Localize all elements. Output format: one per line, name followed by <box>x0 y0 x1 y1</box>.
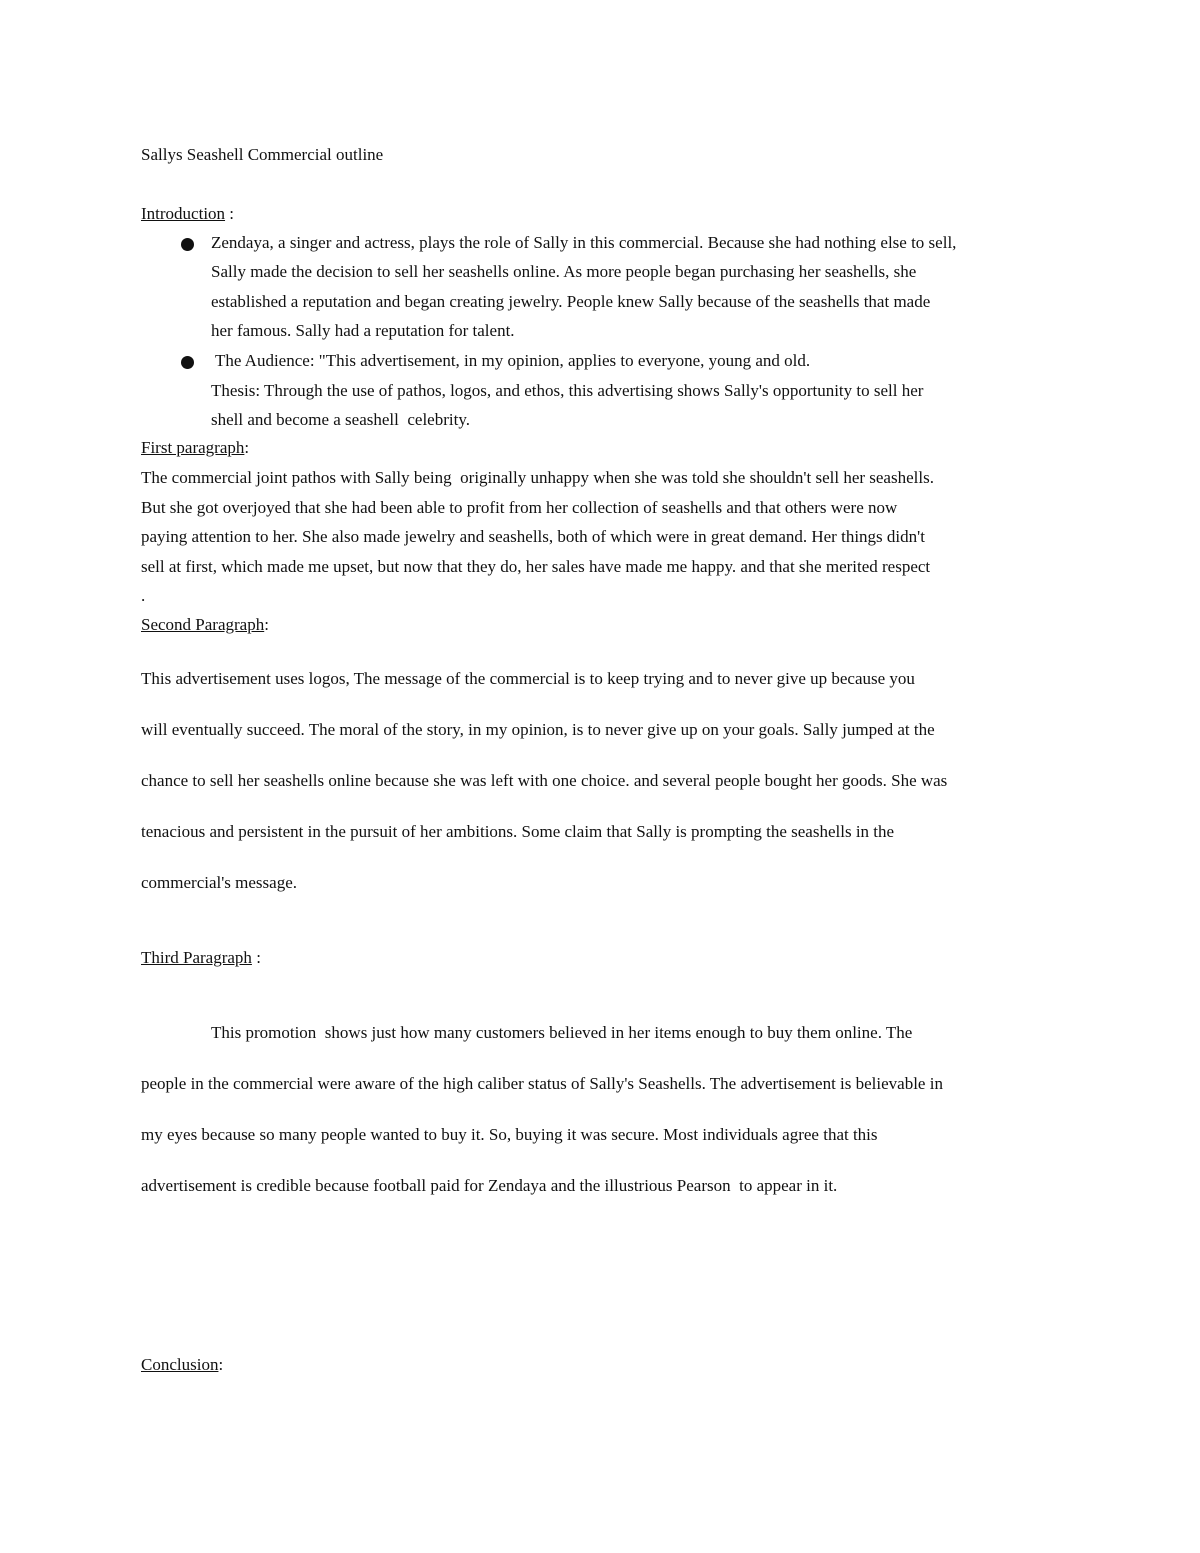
third-paragraph-line: advertisement is credible because football paid for Zendaya and the illustrious Pearson to appear in it. <box>141 1176 838 1195</box>
intro-bullet1-line: Zendaya, a singer and actress, plays the role of Sally in this commercial. Because she had nothing else to sell, <box>211 233 957 252</box>
first-paragraph-line: paying attention to her. She also made jewelry and seashells, both of which were in great demand. Her things didn't <box>141 527 925 546</box>
third-paragraph-line: This promotion shows just how many customers believed in her items enough to buy them online. The <box>211 1023 913 1042</box>
first-paragraph-heading <box>141 437 249 459</box>
first-paragraph-heading-suffix: : <box>244 438 250 457</box>
third-paragraph-heading-text: Third Paragraph <box>141 948 252 967</box>
first-paragraph-line: The commercial joint pathos with Sally being originally unhappy when she was told she shouldn't sell her seashells. <box>141 468 934 487</box>
intro-bullet1-line: her famous. Sally had a reputation for talent. <box>211 321 515 340</box>
first-paragraph-line: . <box>141 586 146 605</box>
third-paragraph-line: people in the commercial were aware of the high caliber status of Sally's Seashells. The advertisement is believable in <box>141 1074 943 1093</box>
third-paragraph-heading <box>141 947 261 969</box>
document-page <box>141 0 1071 1553</box>
second-paragraph-heading-text: Second Paragraph <box>141 615 265 634</box>
intro-bullet1-line: Sally made the decision to sell her seashells online. As more people began purchasing her seashells, she <box>211 262 917 281</box>
second-paragraph-line: tenacious and persistent in the pursuit of her ambitions. Some claim that Sally is prompting the seashells in the <box>141 822 895 841</box>
conclusion-heading <box>141 1354 223 1376</box>
first-paragraph-line: But she got overjoyed that she had been able to profit from her collection of seashells and that others were now <box>141 498 898 517</box>
conclusion-heading-text: Conclusion <box>141 1355 219 1374</box>
third-paragraph-heading-suffix: : <box>251 948 261 967</box>
second-paragraph-heading-suffix: : <box>264 615 269 634</box>
second-paragraph-line: commercial's message. <box>141 873 298 892</box>
intro-bullet2-line: Thesis: Through the use of pathos, logos, and ethos, this advertising shows Sally's opportunity to sell her <box>211 381 924 400</box>
second-paragraph-line: chance to sell her seashells online because she was left with one choice. and several people bought her goods. She was <box>141 771 948 790</box>
introduction-heading-text: Introduction <box>141 204 226 223</box>
intro-bullet1-line: established a reputation and began creating jewelry. People knew Sally because of the seashells that made <box>211 292 931 311</box>
third-paragraph-line: my eyes because so many people wanted to buy it. So, buying it was secure. Most individuals agree that this <box>141 1125 878 1144</box>
first-paragraph-heading-text: First paragraph <box>141 438 245 457</box>
intro-bullet2-line: The Audience: "This advertisement, in my opinion, applies to everyone, young and old. <box>211 351 811 370</box>
bullet-icon <box>181 356 194 369</box>
conclusion-heading-suffix: : <box>218 1355 224 1374</box>
second-paragraph-heading <box>141 614 269 636</box>
intro-bullet2-line: shell and become a seashell celebrity. <box>211 410 470 429</box>
second-paragraph-line: will eventually succeed. The moral of the story, in my opinion, is to never give up on your goals. Sally jumped at the <box>141 720 935 739</box>
bullet-icon <box>181 238 194 251</box>
introduction-heading <box>141 203 234 225</box>
second-paragraph-line: This advertisement uses logos, The message of the commercial is to keep trying and to never give up because you <box>141 669 915 688</box>
introduction-heading-suffix: : <box>225 204 235 223</box>
first-paragraph-line: sell at first, which made me upset, but now that they do, her sales have made me happy. and that she merited respect <box>141 557 931 576</box>
document-title: Sallys Seashell Commercial outline <box>141 145 384 164</box>
